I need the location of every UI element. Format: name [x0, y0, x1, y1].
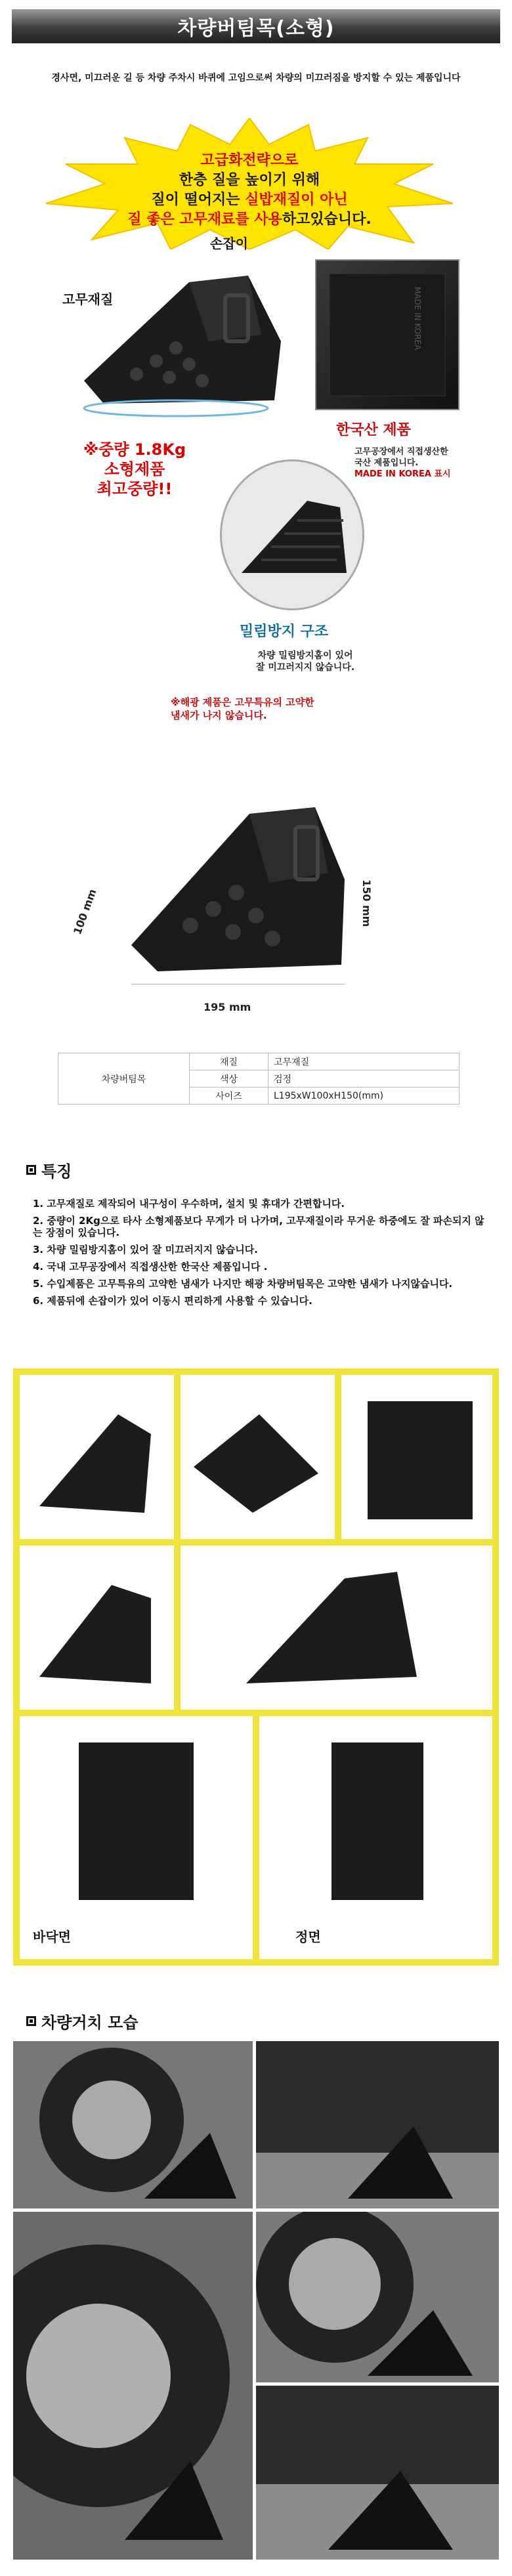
spec-key: 사이즈	[190, 1087, 268, 1105]
anti-slip-closeup-image	[220, 459, 364, 610]
dimension-height: 150 mm	[360, 879, 373, 927]
gallery-image	[181, 1375, 335, 1539]
list-item: 5. 수입제품은 고무특유의 고약한 냄새가 나지만 해광 차량버팀목은 고약한 냄새가 나지않습니다.	[33, 1278, 453, 1290]
note-line-1: ※해광 제품은 고무특유의 고약한	[171, 696, 314, 708]
install-heading-text: 차량거치 모습	[41, 2014, 139, 2032]
gallery-image-front	[259, 1716, 492, 1959]
spec-key: 재질	[190, 1053, 268, 1070]
install-photo	[256, 2212, 499, 2382]
spec-key: 색상	[190, 1070, 268, 1087]
spec-value: 고무재질	[268, 1053, 459, 1070]
gallery-image	[341, 1375, 492, 1539]
spec-value: L195xW100xH150(mm)	[268, 1087, 459, 1105]
dimension-width: 195 mm	[203, 1001, 251, 1013]
square-bullet-icon	[26, 2016, 36, 2026]
made-desc-2: 국산 제품입니다.	[354, 458, 419, 468]
hero-line-3	[39, 190, 459, 210]
weight-line-3: 최고중량!!	[96, 480, 173, 498]
install-heading	[26, 2010, 138, 2033]
hero-line-4b: 하고있습니다.	[282, 211, 372, 228]
label-rubber-material: 고무재질	[62, 291, 114, 307]
hero-line-3a: 질이 떨어지는	[151, 192, 245, 208]
hero-line-3b: 실밥재질이 아닌	[245, 192, 348, 208]
note-line-2: 냄새가 나지 않습니다.	[171, 709, 267, 721]
hero-line-2: 한층 질을 높이기 위해	[179, 172, 320, 188]
page-title-bar	[12, 9, 500, 43]
hero-line-4a: 질 좋은 고무재료를 사용	[127, 211, 282, 228]
weight-callout	[59, 440, 210, 499]
hero-line-1: 고급화전략으로	[200, 152, 299, 169]
spec-value: 검정	[268, 1070, 459, 1087]
anti-slip-desc	[197, 650, 414, 673]
made-desc-3: MADE IN KOREA 표시	[354, 469, 451, 479]
install-photo	[13, 2212, 253, 2560]
front-side-label: 정면	[295, 1929, 321, 1945]
features-heading-text: 특징	[41, 1162, 72, 1181]
install-photo	[256, 2041, 499, 2208]
label-handle: 손잡이	[210, 236, 248, 251]
dimension-diagram-image	[118, 774, 361, 984]
anti-slip-title: 밀림방지 구조	[240, 623, 329, 640]
weight-line-1: ※중량 1.8Kg	[83, 440, 186, 459]
hero-line-4	[39, 210, 459, 230]
install-photo	[13, 2041, 253, 2208]
bottom-side-label: 바닥면	[33, 1929, 71, 1945]
square-bullet-icon	[26, 1165, 36, 1175]
spec-table	[58, 1053, 459, 1105]
svg-text:MADE IN KOREA: MADE IN KOREA	[413, 287, 422, 350]
gallery-image	[181, 1546, 492, 1710]
slip-desc-2: 잘 미끄러지지 않습니다.	[255, 662, 355, 673]
list-item: 6. 제품뒤에 손잡이가 있어 이동시 편리하게 사용할 수 있습니다.	[33, 1295, 312, 1307]
slip-desc-1: 차량 밀림방지홈이 있어	[257, 650, 353, 661]
gallery-image-bottom	[20, 1716, 253, 1959]
spec-product-name: 차량버팀목	[58, 1053, 190, 1105]
page-title: 차량버팀목(소형)	[177, 17, 335, 40]
gallery-image	[20, 1375, 174, 1539]
product-gallery	[13, 1368, 499, 1966]
features-heading	[26, 1158, 72, 1181]
list-item: 4. 국내 고무공장에서 직접생산한 한국산 제품입니다 .	[33, 1261, 268, 1273]
table-row	[58, 1053, 459, 1070]
dimension-depth: 100 mm	[71, 887, 99, 937]
made-in-korea-inset-image	[315, 259, 459, 410]
odor-note	[171, 696, 433, 722]
gallery-image	[20, 1546, 174, 1710]
weight-line-2: 소형제품	[104, 460, 165, 478]
made-desc-1: 고무공장에서 직접생산한	[354, 447, 448, 457]
features-list	[33, 1198, 492, 1312]
install-photo	[256, 2386, 499, 2560]
list-item: 3. 차량 밀림방지홈이 있어 잘 미끄러지지 않습니다.	[33, 1244, 258, 1256]
made-in-korea-title: 한국산 제품	[336, 422, 411, 438]
intro-text: 경사면, 미끄러운 길 등 차량 주차시 바퀴에 고임으로써 차량의 미끄러짐을 방지할 수 있는 제품입니다	[51, 73, 461, 83]
list-item: 2. 중량이 2Kg으로 타사 소형제품보다 무게가 더 나가며, 고무재질이라 무거운 하중에도 잘 파손되지 않는 장점이 있습니다.	[33, 1215, 484, 1238]
list-item: 1. 고무재질로 제작되어 내구성이 우수하며, 설치 및 휴대가 간편합니다.	[33, 1198, 345, 1210]
install-photos	[13, 2041, 499, 2560]
hero-headline	[39, 151, 459, 230]
made-in-korea-desc	[354, 446, 499, 480]
wheel-chock-product-image	[77, 263, 294, 420]
